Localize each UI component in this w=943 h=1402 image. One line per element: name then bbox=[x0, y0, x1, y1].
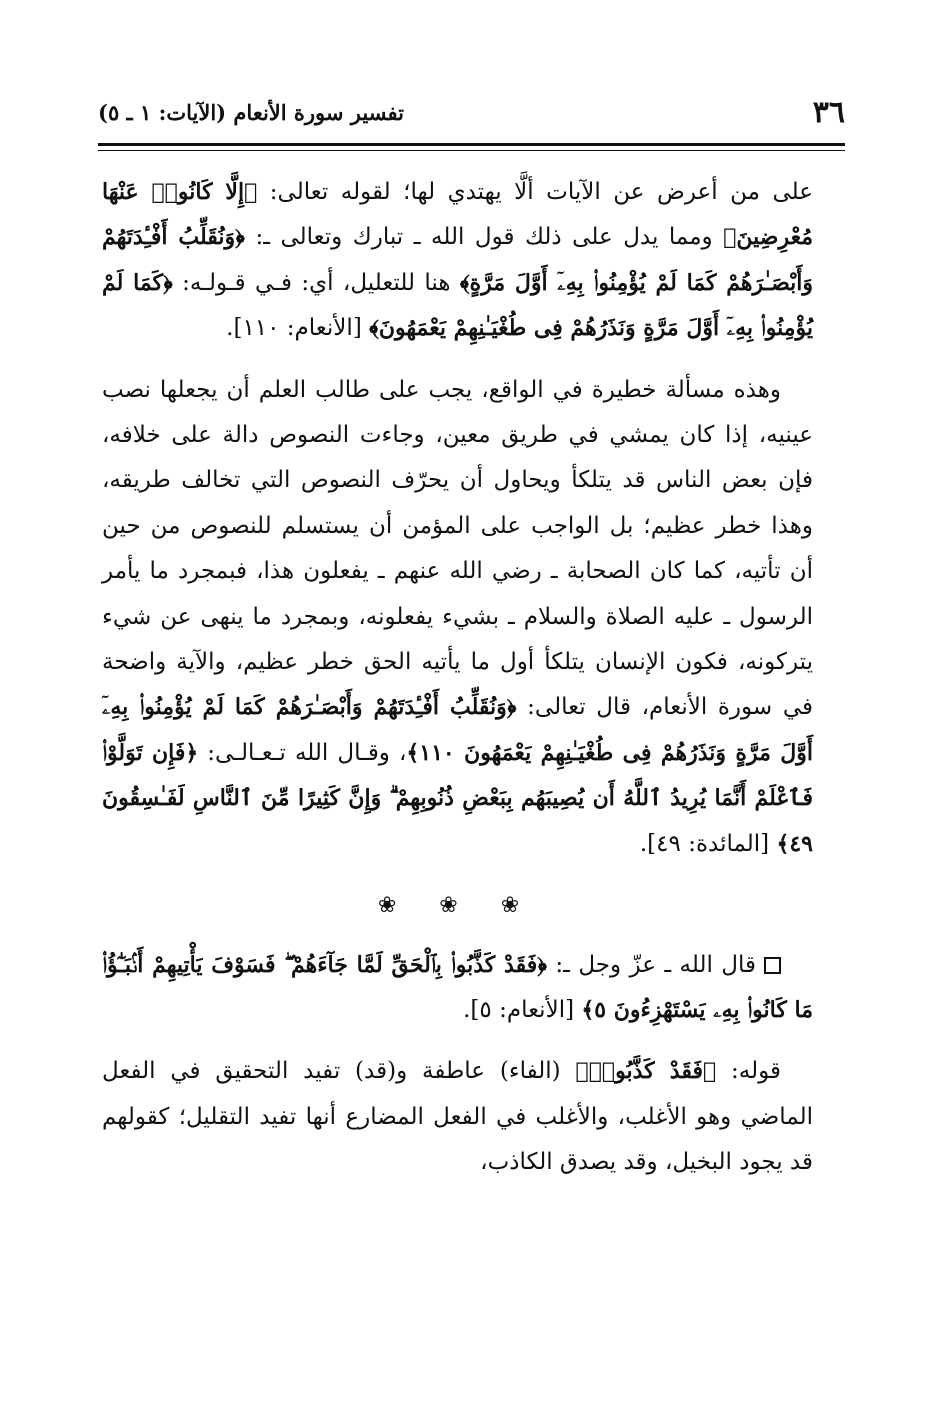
page-header bbox=[98, 88, 845, 136]
quran-quote: ﴿كَمَا لَمْ يُؤْمِنُوا۟ بِهِۦٓ أَوَّلَ مَرَّةٍ وَنَذَرُهُمْ فِى طُغْيَـٰنِهِمْ يَعْمَهُونَ﴾ bbox=[102, 269, 813, 342]
text-segment: وهذه مسألة خطيرة في الواقع، يجب على طالب العلم أن يجعلها نصب عينيه، إذا كان يمشي في طريق معين، وجاءت النصوص دالة على خلافه، فإن بعض الناس قد يتلكأ ويحاول أن يحرّف النصوص التي تخالف طريقه، وهذا خطر عظيم؛ بل الواجب على المؤمن أن يستسلم للنصوص من حين أن تأتيه، كما كان الصحابة ـ رضي الله عنهم ـ يفعلون هذا، فبمجرد ما يأمر الرسول ـ عليه الصلاة والسلام ـ بشيء يفعلونه، وبمجرد ما ينهى عن شيء يتركونه، فكون الإنسان يتلكأ أول ما يأتيه الحق خطر عظيم، والآية واضحة في سورة الأنعام، قال تعالى: bbox=[102, 376, 813, 721]
header-rule-thin bbox=[98, 150, 845, 151]
citation: [المائدة: ٤٩]. bbox=[639, 830, 777, 857]
text-segment: ، وقـال الله تـعـالـى: bbox=[198, 739, 407, 766]
header-rule-thick bbox=[98, 143, 845, 146]
running-title: تفسير سورة الأنعام (الآيات: ١ ـ ٥) bbox=[98, 99, 404, 125]
text-segment: قال الله ـ عزّ وجل ـ: bbox=[546, 951, 756, 978]
paragraph-1 bbox=[102, 170, 813, 352]
quran-quote: ﴿إِلَّا كَانُوا۟ عَنْهَا مُعْرِضِينَ﴾ bbox=[102, 179, 813, 251]
text-segment: قوله: bbox=[716, 1058, 782, 1085]
text-segment: (الفاء) عاطفة و(قد) تفيد التحقيق في الفعل الماضي وهو الأغلب، والأغلب في الفعل المضارع أنها تفيد التقليل؛ كقولهم قد يجود البخيل، وقد يصدق الكاذب، bbox=[102, 1058, 813, 1176]
paragraph-4 bbox=[102, 1049, 813, 1185]
quran-quote: ﴿وَنُقَلِّبُ أَفْـِٔدَتَهُمْ وَأَبْصَـٰرَهُمْ كَمَا لَمْ يُؤْمِنُوا۟ بِهِۦٓ أَوَّلَ مَرَّةٍ وَنَذَرُهُمْ فِى طُغْيَـٰنِهِمْ يَعْمَهُونَ ١١٠﴾ bbox=[102, 694, 813, 766]
text-segment: ومما يدل على ذلك قول الله ـ تبارك وتعالى ـ: bbox=[244, 224, 724, 251]
citation: [الأنعام: ٥]. bbox=[463, 996, 582, 1023]
quran-quote: ﴿فَقَدْ كَذَّبُوا۟ بِٱلْحَقِّ لَمَّا جَآءَهُمْ ۖ فَسَوْفَ يَأْتِيهِمْ أَنۢبَـٰٓؤُا۟ مَا كَانُوا۟ بِهِۦ يَسْتَهْزِءُونَ ٥﴾ bbox=[102, 951, 813, 1023]
quran-quote: ﴿فَقَدْ كَذَّبُوا۟﴾ bbox=[575, 1058, 717, 1085]
paragraph-3 bbox=[102, 943, 813, 1034]
page-body bbox=[102, 170, 813, 1202]
paragraph-2 bbox=[102, 368, 813, 867]
page-number: ٣٦ bbox=[812, 94, 845, 130]
text-segment: على من أعرض عن الآيات ألَّا يهتدي لها؛ لقوله تعالى: bbox=[257, 179, 813, 205]
square-bullet-icon bbox=[764, 957, 781, 974]
quran-quote: ﴿وَنُقَلِّبُ أَفْـِٔدَتَهُمْ وَأَبْصَـٰرَهُمْ كَمَا لَمْ يُؤْمِنُوا۟ بِهِۦٓ أَوَّلَ مَرَّةٍ﴾ bbox=[102, 224, 814, 296]
quran-quote: ﴿فَإِن تَوَلَّوْا۟ فَٱعْلَمْ أَنَّمَا يُرِيدُ ٱللَّهُ أَن يُصِيبَهُم بِبَعْضِ ذُنُوبِهِمْ ۗ وَإِنَّ كَثِيرًا مِّنَ ٱلنَّاسِ لَفَـٰسِقُونَ ٤٩﴾ bbox=[102, 739, 813, 857]
text-segment: هنا للتعليل، أي: فـي قـولـه: bbox=[172, 269, 460, 296]
section-separator-ornament: ❀ ❀ ❀ bbox=[377, 893, 538, 919]
citation: [الأنعام: ١١٠]. bbox=[226, 315, 370, 342]
